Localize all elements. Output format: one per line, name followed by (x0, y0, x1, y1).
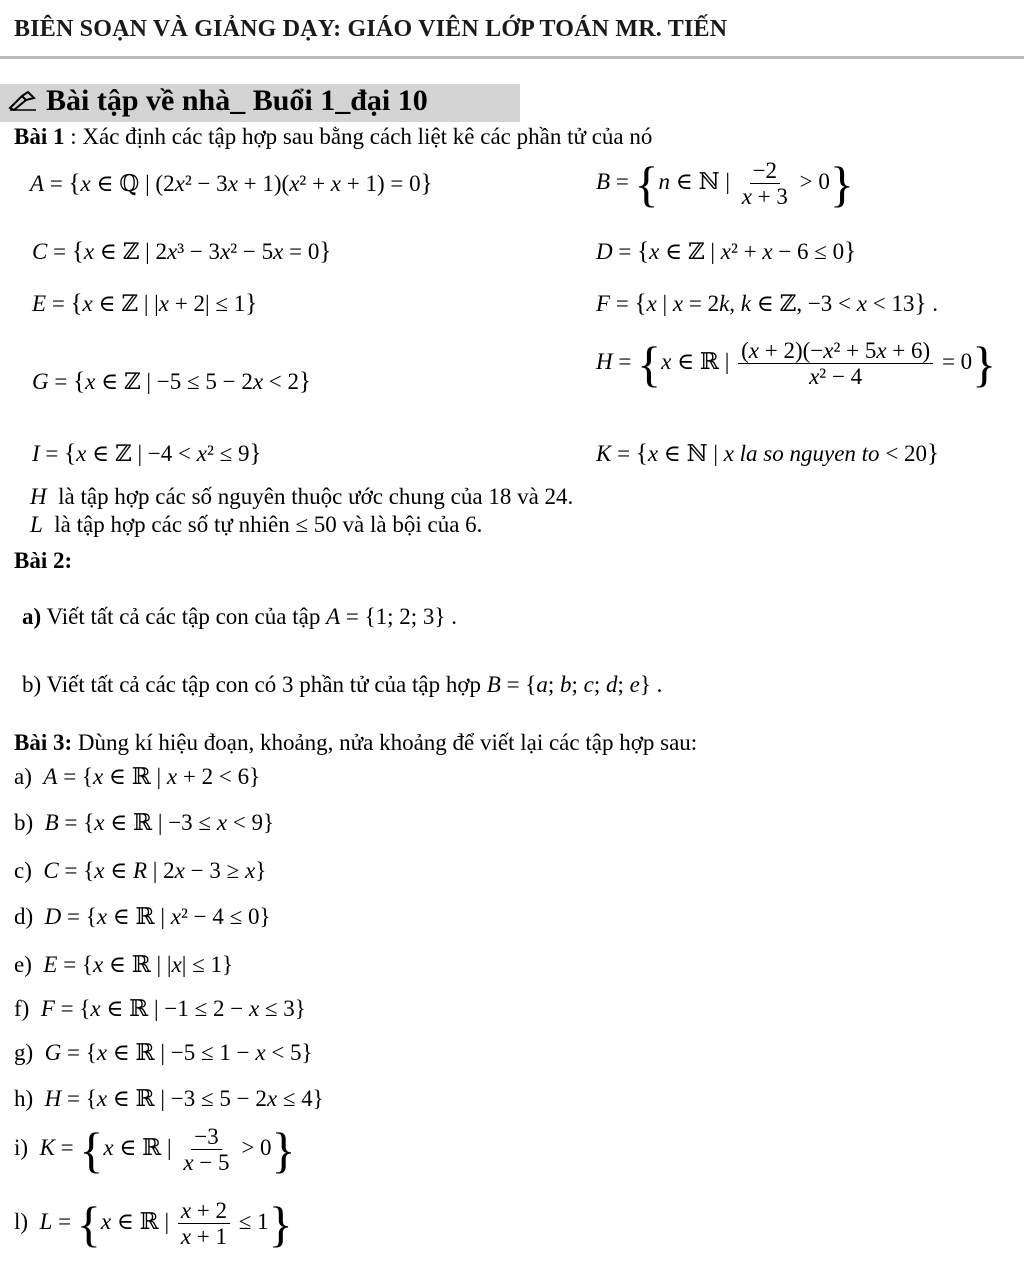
set-k: K = {x ∈ ℕ | x la so nguyen to < 20} (596, 440, 940, 467)
bai3-item-e: e) E = {x ∈ ℝ | |x| ≤ 1} (14, 952, 234, 977)
note-h-text: là tập hợp các số nguyên thuộc ước chung của 18 và 24. (58, 484, 574, 509)
item-key: e) (14, 952, 32, 977)
set-c: C = {x ∈ ℤ | 2x³ − 3x² − 5x = 0} (32, 238, 332, 265)
set-g: G = {x ∈ ℤ | −5 ≤ 5 − 2x < 2} (32, 368, 312, 395)
bai3-item-f: f) F = {x ∈ ℝ | −1 ≤ 2 − x ≤ 3} (14, 996, 306, 1021)
bai1-label: Bài 1 (14, 124, 65, 149)
set-f: F = {x | x = 2k, k ∈ ℤ, −3 < x < 13} . (596, 290, 938, 317)
set-h: H = {x ∈ ℝ | $\frac{\text{(x + 2)(−x² + 5x + 6)}}{\text{x² − 4}}$ = 0} (596, 335, 997, 392)
item-key: d) (14, 904, 34, 929)
bai3-item-l: l) L = {x ∈ ℝ | $\frac{x + 2}{x + 1}$ ≤ 1} (14, 1195, 293, 1252)
bai3-item-g: g) G = {x ∈ ℝ | −5 ≤ 1 − x < 5} (14, 1040, 313, 1065)
item-key: a) (14, 764, 32, 789)
set-i: I = {x ∈ ℤ | −4 < x² ≤ 9} (32, 440, 262, 467)
note-l: L là tập hợp các số tự nhiên ≤ 50 và là bội của 6. (30, 512, 483, 537)
bai2-a-label: a) (22, 604, 42, 629)
page-title (8, 84, 428, 118)
bai1-heading (14, 124, 652, 150)
bai3-item-h: h) H = {x ∈ ℝ | −3 ≤ 5 − 2x ≤ 4} (14, 1086, 324, 1111)
page-header: BIÊN SOẠN VÀ GIẢNG DẠY: GIÁO VIÊN LỚP TOÁN MR. TIẾN (14, 16, 728, 42)
set-d: D = {x ∈ ℤ | x² + x − 6 ≤ 0} (596, 238, 857, 265)
page-title-text: Bài tập về nhà_ Buổi 1_đại 10 (46, 84, 428, 117)
item-key: c) (14, 858, 32, 883)
set-a: A = {x ∈ ℚ | (2x² − 3x + 1)(x² + x + 1) = 0} (30, 170, 433, 197)
item-key: f) (14, 996, 30, 1021)
note-l-text: là tập hợp các số tự nhiên ≤ 50 và là bội của 6. (54, 512, 483, 537)
item-key: g) (14, 1040, 34, 1065)
note-h: H là tập hợp các số nguyên thuộc ước chung của 18 và 24. (30, 484, 574, 509)
bai2-b (22, 672, 662, 698)
header-divider (0, 56, 1024, 59)
bai3-item-d: d) D = {x ∈ ℝ | x² − 4 ≤ 0} (14, 904, 271, 929)
bai2-b-text: b) Viết tất cả các tập con có 3 phần tử của tập hợp (22, 672, 487, 697)
bai3-item-c: c) C = {x ∈ R | 2x − 3 ≥ x} (14, 858, 267, 883)
item-key: i) (14, 1135, 29, 1161)
bai2-a-text: Viết tất cả các tập con của tập (41, 604, 327, 629)
bai3-item-i: i) K = {x ∈ ℝ | $\frac{-3}{x - 5}$ > 0} (14, 1121, 296, 1178)
writing-hand-icon (8, 90, 38, 112)
bai2-b-set: B = {a; b; c; d; e} . (486, 672, 663, 697)
set-e: E = {x ∈ ℤ | |x + 2| ≤ 1} (32, 290, 258, 317)
item-key: b) (14, 810, 34, 835)
bai1-prompt: : Xác định các tập hợp sau bằng cách liệt kê các phần tử của nó (64, 124, 653, 149)
bai3-item-a: a) A = {x ∈ ℝ | x + 2 < 6} (14, 764, 261, 789)
item-key: h) (14, 1086, 34, 1111)
bai3-prompt: Dùng kí hiệu đoạn, khoảng, nửa khoảng để viết lại các tập hợp sau: (72, 730, 698, 755)
item-key: l) (14, 1209, 29, 1235)
bai2-label: Bài 2: (14, 548, 73, 573)
set-b: B = {n ∈ ℕ | $\frac{-2}{x + 3}$ > 0} (596, 155, 854, 212)
bai3-heading (14, 730, 697, 756)
bai2-a (22, 604, 457, 630)
bai3-item-b: b) B = {x ∈ ℝ | −3 ≤ x < 9} (14, 810, 275, 835)
bai2-a-set: A = {1; 2; 3} . (326, 604, 457, 629)
bai3-label: Bài 3: (14, 730, 73, 755)
